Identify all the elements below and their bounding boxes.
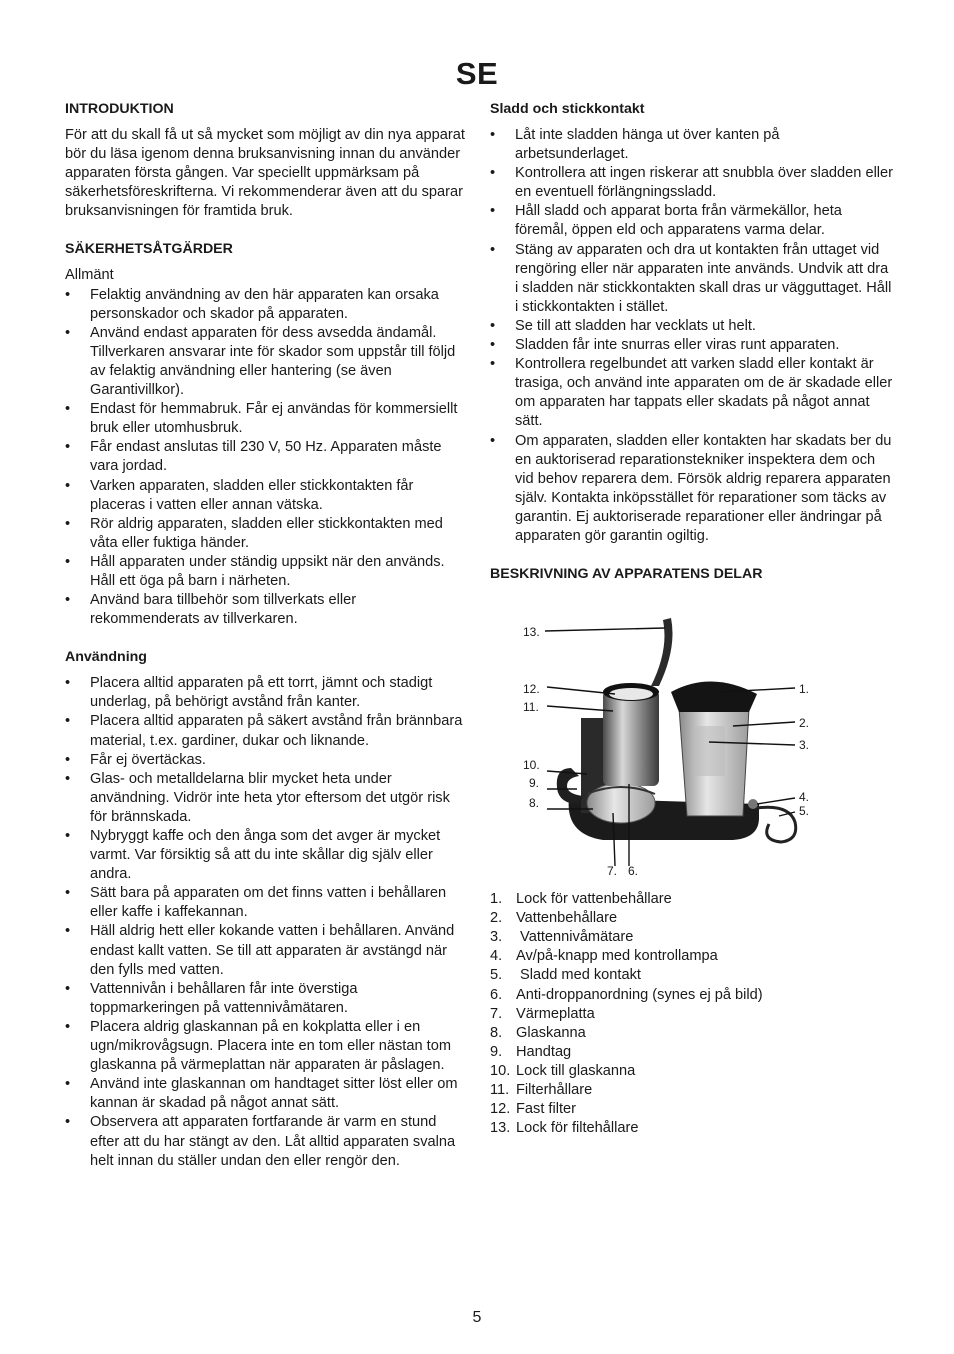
diagram-label-6: 6. — [628, 864, 639, 879]
part-number: 8. — [490, 1024, 503, 1041]
diagram-label-4: 4. — [799, 790, 810, 805]
part-number: 13. — [490, 1120, 511, 1137]
list-item: • Kontrollera att ingen riskerar att snubbla över sladden eller en eventuell förlängningssladd. — [490, 164, 895, 202]
part-label: Handtag — [516, 1043, 572, 1060]
parts-heading: BESKRIVNING AV APPARATENS DELAR — [490, 566, 763, 583]
list-item: • Sladden får inte snurras eller viras runt apparaten. — [490, 336, 895, 355]
list-item: • Sätt bara på apparaten om det finns vatten i behållaren eller kaffe i kaffekannan. — [65, 884, 467, 922]
part-label: Lock för filtehållare — [516, 1120, 639, 1137]
diagram-label-1: 1. — [799, 682, 810, 697]
list-item: • Varken apparaten, sladden eller stickkontakten får placeras i vatten eller annan vätska. — [65, 477, 467, 515]
diagram-label-13: 13. — [523, 625, 540, 640]
list-item: • Placera aldrig glaskannan på en kokplatta eller i en ugn/mikrovågsugn. Placera inte en tom eller nästan tom glaskanna på värmeplattan när apparaten är påslagen. — [65, 1018, 467, 1075]
list-item: • Kontrollera regelbundet att varken sladd eller kontakt är trasiga, och använd inte apparaten om de är skadade eller om apparaten har tappats eller skadats på något annat sätt. — [490, 355, 895, 431]
list-item: • Håll sladd och apparat borta från värmekällor, heta föremål, öppen eld och apparatens varma delar. — [490, 202, 895, 240]
diagram-label-3: 3. — [799, 738, 810, 753]
diagram-label-8: 8. — [529, 796, 540, 811]
part-number: 11. — [490, 1082, 510, 1098]
list-item: • Använd inte glaskannan om handtaget sitter löst eller om kannan är skadad på något annat sätt. — [65, 1075, 467, 1113]
part-number: 12. — [490, 1101, 511, 1118]
right-column — [490, 100, 895, 1138]
list-item: • Glas- och metalldelarna blir mycket heta under användning. Vidrör inte heta ytor eftersom det utgör risk för brännskada. — [65, 770, 467, 827]
list-item — [490, 1062, 895, 1081]
part-label: Värmeplatta — [516, 1005, 595, 1022]
diagram-label-7: 7. — [607, 864, 618, 879]
part-number: 5. — [490, 967, 503, 984]
part-label: Vattennivåmätare — [516, 929, 634, 946]
diagram-label-12: 12. — [523, 682, 540, 697]
list-item — [490, 986, 895, 1005]
list-item: • Håll apparaten under ständig uppsikt när den används. Håll ett öga på barn i närheten. — [65, 553, 467, 591]
part-number: 1. — [490, 891, 503, 908]
list-item: • Placera alltid apparaten på säkert avstånd från brännbara material, t.ex. gardiner, dukar och liknande. — [65, 712, 467, 750]
list-item: • Observera att apparaten fortfarande är varm en stund efter att du har stängt av den. Låt alltid apparaten svalna helt innan du ställer undan den eller rengör den. — [65, 1113, 467, 1170]
parts-list — [490, 890, 895, 1138]
part-number: 2. — [490, 910, 503, 927]
part-label: Vattenbehållare — [516, 910, 618, 927]
part-label: Anti-droppanordning (synes ej på bild) — [516, 986, 763, 1003]
intro-paragraph: För att du skall få ut så mycket som möjligt av din nya apparat bör du läsa igenom denna bruksanvisning innan du använder apparaten första gången. Var speciellt uppmärksam på säkerhetsföreskrifterna. Vi rekommenderar även att du sparar bruksanvisningen för framtida bruk. — [65, 127, 465, 220]
diagram-label-9: 9. — [529, 776, 540, 791]
part-label: Filterhållare — [516, 1082, 593, 1098]
part-label: Lock till glaskanna — [516, 1062, 636, 1079]
diagram-label-5: 5. — [799, 804, 810, 819]
diagram-label-11: 11. — [523, 700, 539, 715]
list-item: • Se till att sladden har vecklats ut helt. — [490, 317, 895, 336]
list-item: • Placera alltid apparaten på ett torrt, jämnt och stadigt underlag, på behörigt avstånd från kanter. — [65, 674, 467, 712]
list-item — [490, 947, 895, 966]
list-item: • Använd bara tillbehör som tillverkats eller rekommenderats av tillverkaren. — [65, 591, 467, 629]
list-item: • Felaktig användning av den här apparaten kan orsaka personskador och skador på apparaten. — [65, 286, 467, 324]
safety-heading: SÄKERHETSÅTGÄRDER — [65, 241, 233, 258]
language-heading: SE — [455, 56, 499, 91]
list-item: • Häll aldrig hett eller kokande vatten i behållaren. Använd endast kallt vatten. Se till att apparaten är avstängd när den fylls med vatten. — [65, 922, 467, 979]
list-item: • Stäng av apparaten och dra ut kontakten från uttaget vid rengöring eller när apparaten inte används. Undvik att dra i sladden när stickkontakten skall dras ur vägguttaget. Håll i stickkontakten i stället. — [490, 241, 895, 317]
list-item — [490, 890, 895, 909]
part-number: 6. — [490, 986, 503, 1003]
list-item — [490, 1005, 895, 1024]
list-item: • Vattennivån i behållaren får inte överstiga toppmarkeringen på vattennivåmätaren. — [65, 980, 467, 1018]
list-item — [490, 1043, 895, 1062]
list-item: • Får endast anslutas till 230 V, 50 Hz. Apparaten måste vara jordad. — [65, 438, 467, 476]
cord-shape — [757, 807, 796, 842]
diagram-label-10: 10. — [523, 758, 540, 773]
filter-tank-shape — [603, 690, 659, 786]
part-label: Lock för vattenbehållare — [516, 891, 672, 908]
page-number: 5 — [472, 1309, 482, 1326]
general-subheading: Allmänt — [65, 267, 114, 284]
diagram-label-2: 2. — [799, 716, 810, 731]
cord-heading: Sladd och stickkontakt — [490, 101, 645, 117]
part-number: 4. — [490, 948, 503, 965]
list-item: • Rör aldrig apparaten, sladden eller stickkontakten med våta eller fuktiga händer. — [65, 515, 467, 553]
list-item — [490, 966, 895, 985]
leader-line-13 — [545, 628, 665, 631]
list-item — [490, 1119, 895, 1138]
coffee-maker-diagram — [521, 608, 841, 878]
part-number: 7. — [490, 1005, 503, 1022]
list-item — [490, 1024, 895, 1043]
power-switch-shape — [748, 799, 758, 809]
part-number: 3. — [490, 929, 503, 946]
leader-line-4 — [757, 798, 795, 804]
list-item — [490, 1100, 895, 1119]
part-number: 9. — [490, 1043, 503, 1060]
list-item: • Om apparaten, sladden eller kontakten har skadats ber du en auktoriserad reparationstekniker inspektera dem och vid behov reparera dem. Försök aldrig reparera apparaten själv. Kontakta inköpsstället för reparationer som täcks av garantin. Ej auktoriserade reparationer eller ändringar på apparaten gör garantin ogiltig. — [490, 432, 895, 547]
list-item: • Använd endast apparaten för dess avsedda ändamål. Tillverkaren ansvarar inte för skador som uppstår till följd av felaktig användning eller hantering (se även Garantivillkor). — [65, 324, 467, 400]
usage-heading: Användning — [65, 649, 147, 666]
usage-list — [65, 674, 467, 1170]
list-item: • Endast för hemmabruk. Får ej användas för kommersiellt bruk eller utomhusbruk. — [65, 400, 467, 438]
water-lid-shape — [671, 682, 757, 713]
filter-rim-shape — [609, 688, 653, 700]
water-gauge-shape — [695, 726, 725, 776]
part-label: Sladd med kontakt — [516, 967, 641, 984]
intro-heading: INTRODUKTION — [65, 101, 174, 117]
list-item — [490, 1081, 895, 1100]
coffee-maker-illustration — [521, 608, 841, 878]
list-item — [490, 928, 895, 947]
part-label: Glaskanna — [516, 1024, 586, 1041]
list-item: • Får ej övertäckas. — [65, 751, 467, 770]
part-number: 10. — [490, 1062, 511, 1079]
general-list — [65, 286, 467, 630]
cord-list — [490, 126, 895, 546]
list-item — [490, 909, 895, 928]
part-label: Fast filter — [516, 1101, 577, 1118]
part-label: Av/på-knapp med kontrollampa — [516, 948, 718, 965]
left-column — [65, 100, 467, 1171]
list-item: • Nybryggt kaffe och den ånga som det avger är mycket varmt. Var försiktig så att du inte skållar dig själv eller andra. — [65, 827, 467, 884]
carafe-shape — [587, 783, 655, 823]
list-item: • Låt inte sladden hänga ut över kanten på arbetsunderlaget. — [490, 126, 895, 164]
